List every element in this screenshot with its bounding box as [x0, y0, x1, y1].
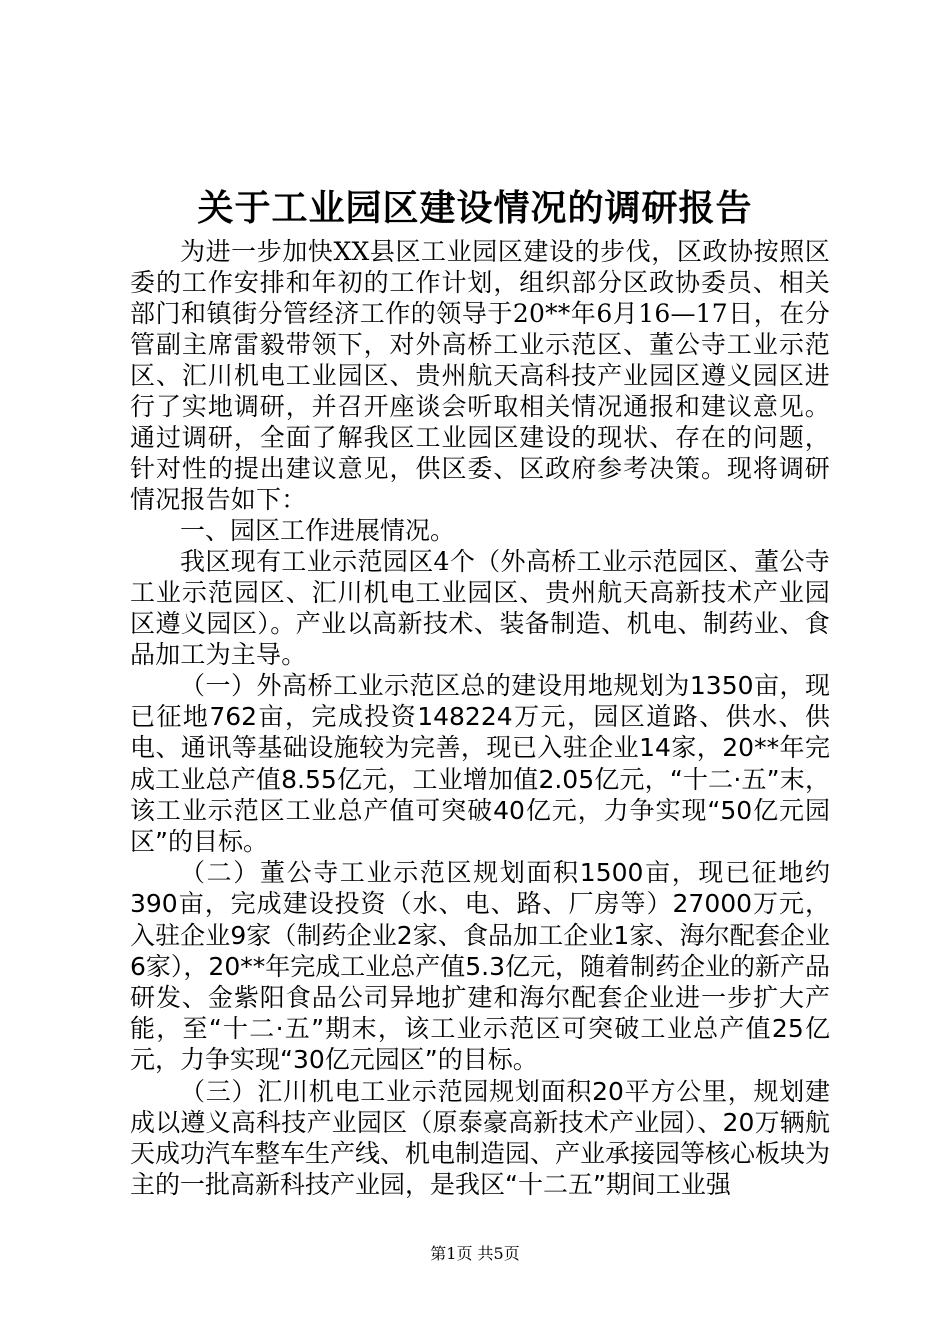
page-footer	[0, 1243, 950, 1265]
section-heading: 一、园区工作进展情况。	[180, 516, 456, 545]
item-paragraph-1: （一）外高桥工业示范区总的建设用地规划为1350亩，现已征地762亩，完成投资148224万元，园区道路、供水、供电、通讯等基础设施较为完善，现已入驻企业14家，20**年完成工业总产值8.55亿元，工业增加值2.05亿元，“十二·五”末，该工业示范区工业总产值可突破40亿元，力争实现“50亿元园区”的目标。	[130, 671, 830, 857]
page-number: 第1页	[430, 1244, 473, 1263]
overview-paragraph: 我区现有工业示范园区4个（外高桥工业示范园区、董公寺工业示范园区、汇川机电工业园区、贵州航天高新技术产业园区遵义园区）。产业以高新技术、装备制造、机电、制药业、食品加工为主导。	[130, 547, 830, 669]
item-paragraph-3: （三）汇川机电工业示范园规划面积20平方公里，规划建成以遵义高科技产业园区（原泰豪高新技术产业园）、20万辆航天成功汽车整车生产线、机电制造园、产业承接园等核心板块为主的一批高新科技产业园，是我区“十二五”期间工业强	[130, 1076, 831, 1200]
item-paragraph-2: （二）董公寺工业示范区规划面积1500亩，现已征地约390亩，完成建设投资（水、电、路、厂房等）27000万元，入驻企业9家（制药企业2家、食品加工企业1家、海尔配套企业6家），20**年完成工业总产值5.3亿元，随着制药企业的新产品研发、金紫阳食品公司异地扩建和海尔配套企业进一步扩大产能，至“十二·五”期末，该工业示范区可突破工业总产值25亿元，力争实现“30亿元园区”的目标。	[130, 858, 830, 1075]
intro-paragraph: 为进一步加快XX县区工业园区建设的步伐，区政协按照区委的工作安排和年初的工作计划，组织部分区政协委员、相关部门和镇街分管经济工作的领导于20**年6月16—17日，在分管副主席雷毅带领下，对外高桥工业示范区、董公寺工业示范区、汇川机电工业园区、贵州航天高科技产业园区遵义园区进行了实地调研，并召开座谈会听取相关情况通报和建议意见。通过调研，全面了解我区工业园区建设的现状、存在的问题，针对性的提出建议意见，供区委、区政府参考决策。现将调研情况报告如下：	[130, 237, 830, 514]
document-title: 关于工业园区建设情况的调研报告	[197, 188, 753, 229]
document-body	[130, 236, 830, 1200]
page-total: 共5页	[477, 1244, 520, 1263]
